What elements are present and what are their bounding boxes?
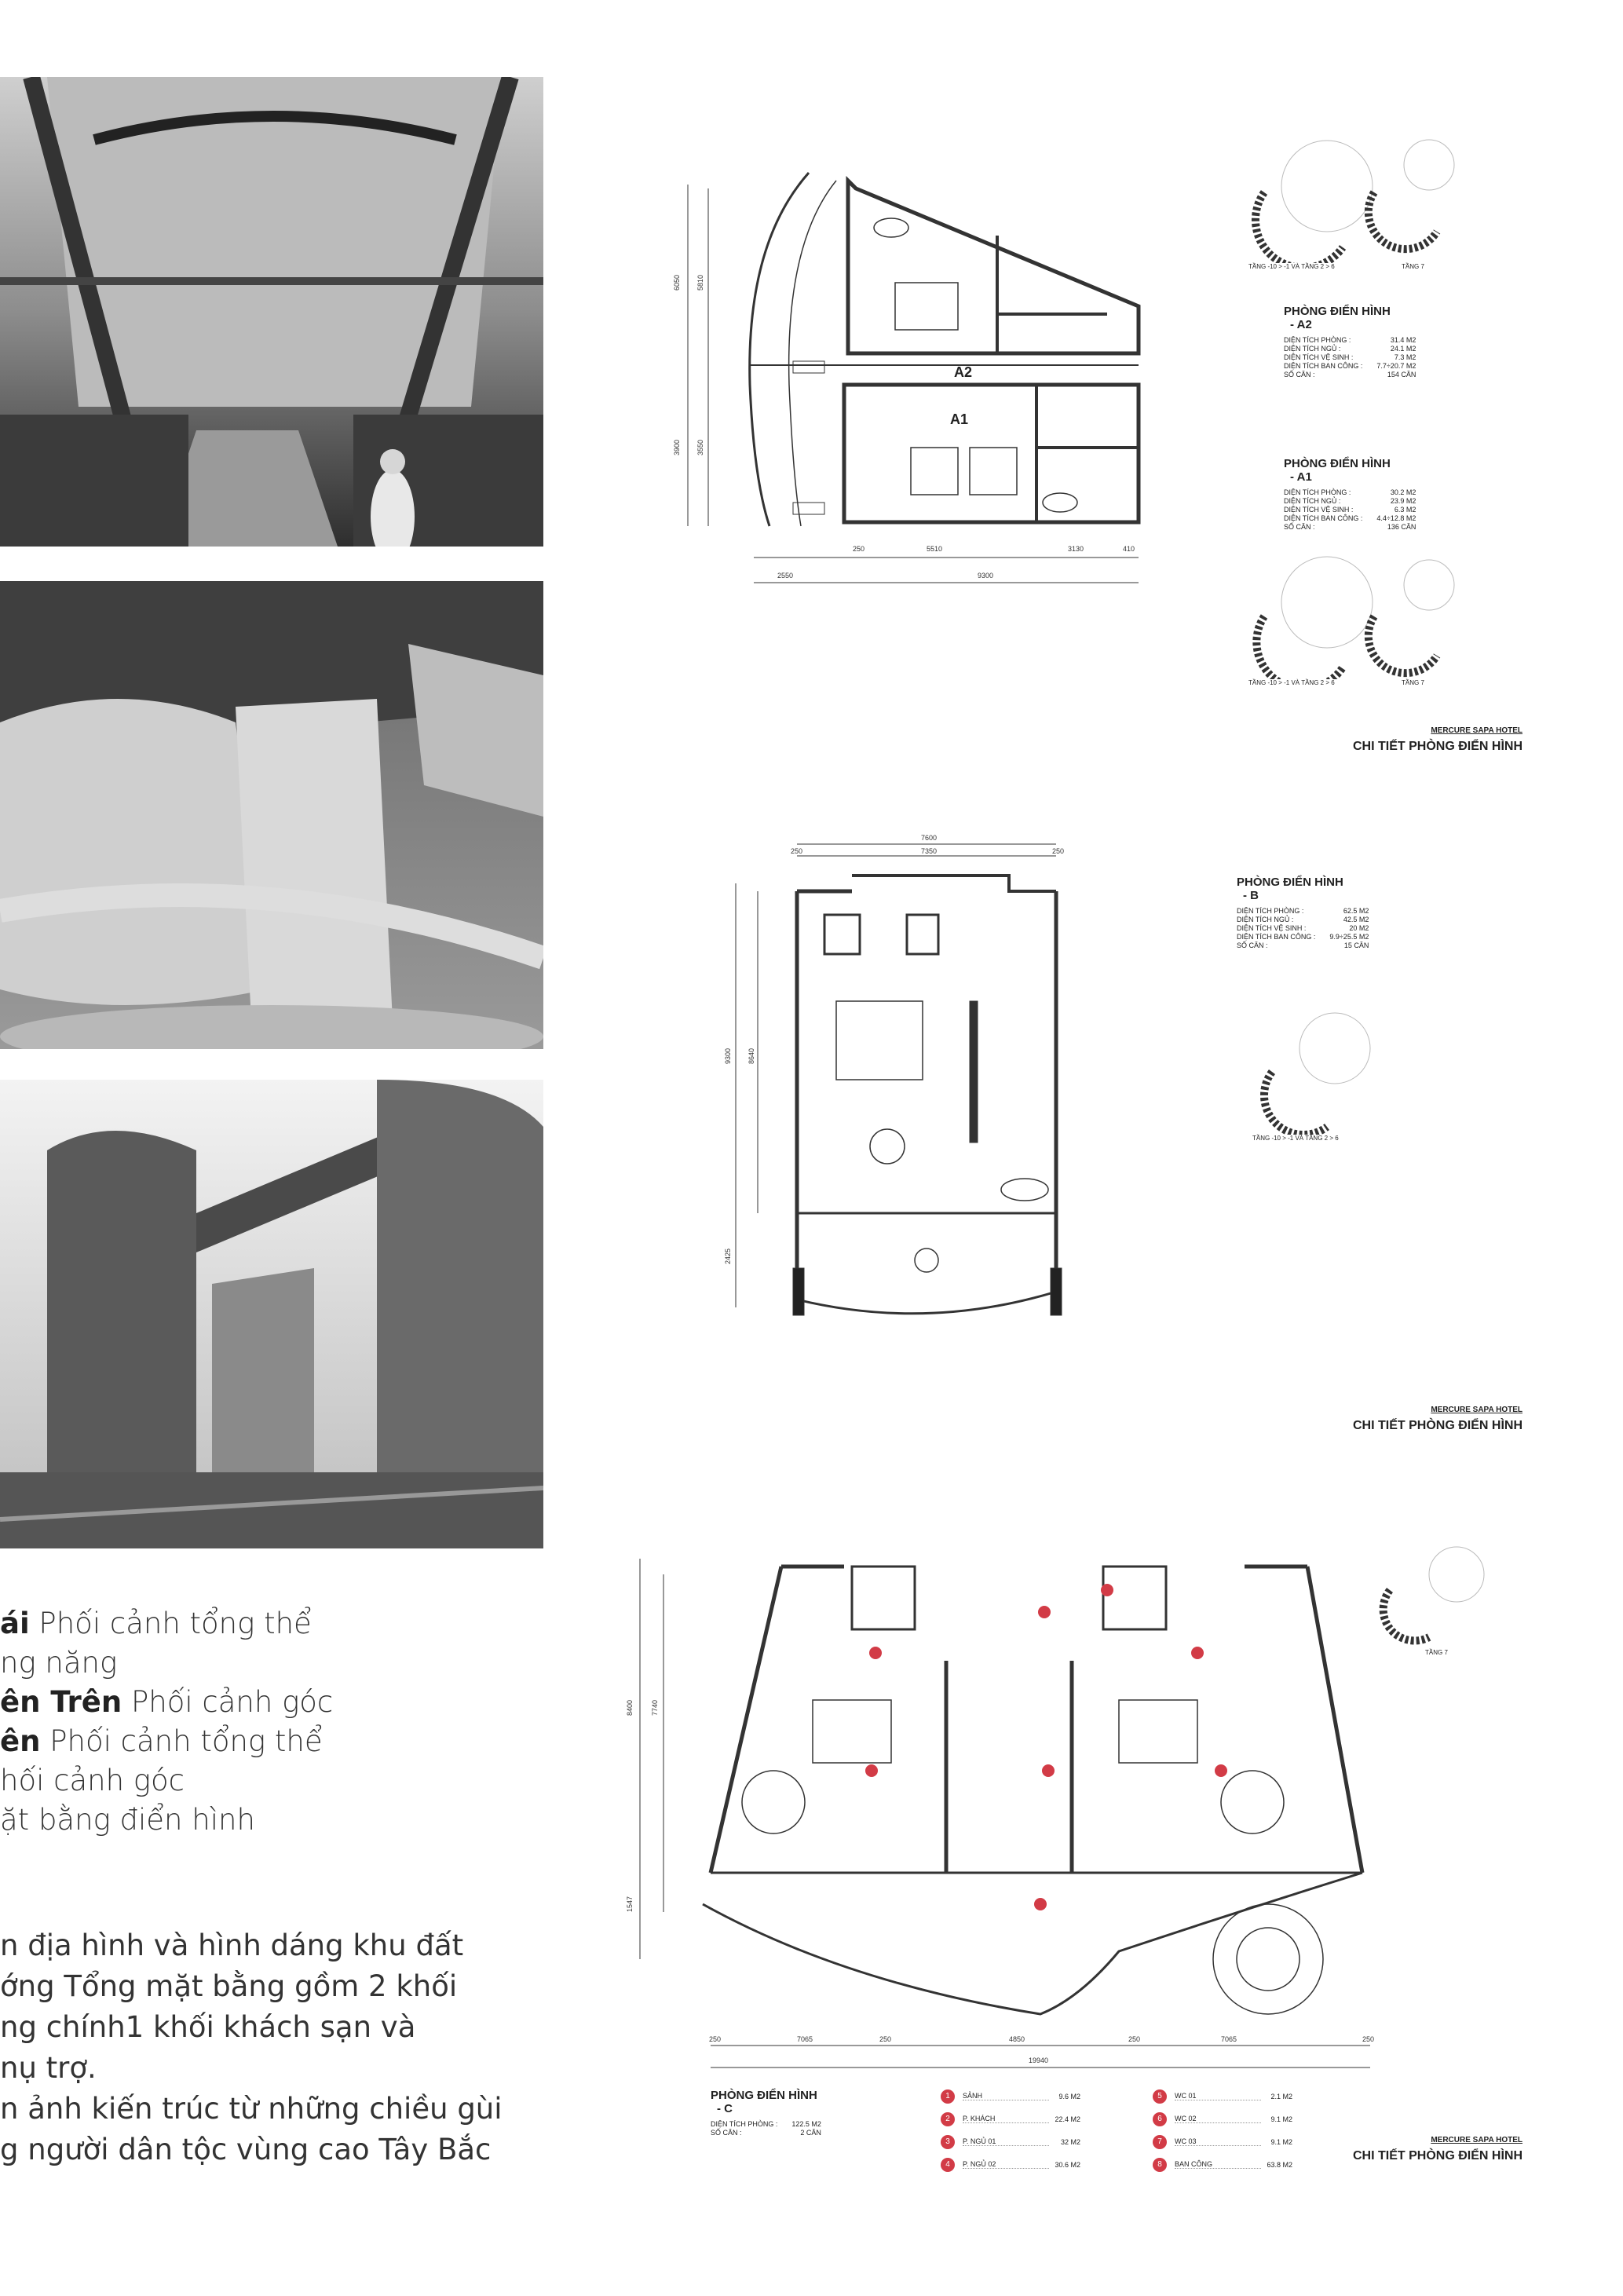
dim-label: 7350: [921, 847, 938, 855]
room-legend-right: 5 WC 01 2.1 M2 6 WC 02 9.1 M2 7 WC 03 9.1 M2 8 BAN CÔNG 63.8 M2: [1153, 2085, 1292, 2176]
render-skybridge-image: [0, 77, 543, 547]
caption-line: ên Phối cảnh tổng thể: [0, 1724, 323, 1758]
sheet-label-1: MERCURE SAPA HOTEL CHI TIẾT PHÒNG ĐIỂN HÌNH: [1352, 726, 1522, 753]
sheet-label-2: MERCURE SAPA HOTEL CHI TIẾT PHÒNG ĐIỂN HÌNH: [1352, 1406, 1522, 1432]
dim-label: 2425: [724, 1248, 732, 1264]
room-info-a1: PHÒNG ĐIỂN HÌNH - A1 DIỆN TÍCH PHÒNG : 30.2 M2 DIỆN TÍCH NGỦ : 23.9 M2 DIỆN TÍCH VỆ SINH : 6.3 M2 DIỆN TÍCH BAN CÔNG : 4.4÷12.8 M2 SỐ CĂN : 136 CĂN: [1284, 457, 1416, 531]
dim-label: 19940: [1029, 2057, 1049, 2064]
room-marker: [869, 1647, 882, 1659]
room-marker: [1215, 1764, 1227, 1777]
room-marker: [1038, 1606, 1051, 1618]
render-street-view-image: [0, 1080, 543, 1548]
keyplan-caption: TẦNG -10 > -1 VÀ TẦNG 2 > 6: [1248, 263, 1335, 270]
keyplan-a1: [1241, 554, 1476, 695]
dim-label: 1547: [626, 1896, 634, 1912]
room-info-c: PHÒNG ĐIỂN HÌNH - C DIỆN TÍCH PHÒNG : 122.5 M2 SỐ CĂN : 2 CĂN: [711, 2089, 821, 2137]
description-line: ớng Tổng mặt bằng gồm 2 khối: [0, 1969, 458, 2003]
keyplan-b: [1241, 1009, 1398, 1150]
dim-label: 4850: [1009, 2035, 1025, 2043]
sheet-label-3: MERCURE SAPA HOTEL CHI TIẾT PHÒNG ĐIỂN HÌNH: [1352, 2136, 1522, 2163]
room-legend-left: 1 SẢNH 9.6 M2 2 P. KHÁCH 22.4 M2 3 P. NGỦ 01 32 M2 4 P. NGỦ 02 30.6 M2: [941, 2085, 1080, 2176]
description-line: n địa hình và hình dáng khu đất: [0, 1929, 464, 1962]
design-description: [0, 1925, 550, 2170]
dim-label: 3550: [696, 439, 704, 455]
keyplan-caption: TẦNG -10 > -1 VÀ TẦNG 2 > 6: [1248, 679, 1335, 686]
dim-label: 250: [853, 545, 865, 553]
caption-line: ng năng: [0, 1646, 118, 1680]
keyplan-a2: [1241, 137, 1476, 275]
description-line: ng chính1 khối khách sạn và: [0, 2010, 416, 2044]
dim-label: 410: [1123, 545, 1135, 553]
keyplan-caption: TẦNG 7: [1402, 679, 1424, 686]
caption-line: ặt bằng điển hình: [0, 1803, 255, 1837]
keyplan-caption: TẦNG -10 > -1 VÀ TẦNG 2 > 6: [1252, 1135, 1339, 1142]
description-line: g người dân tộc vùng cao Tây Bắc: [0, 2133, 492, 2166]
room-info-b: PHÒNG ĐIỂN HÌNH - B DIỆN TÍCH PHÒNG : 62.5 M2 DIỆN TÍCH NGỦ : 42.5 M2 DIỆN TÍCH VỆ SINH : 20 M2 DIỆN TÍCH BAN CÔNG : 9.9÷25.5 M2 SỐ CĂN : 15 CĂN: [1237, 876, 1369, 949]
keyplan-c: [1366, 1543, 1492, 1669]
dim-label: 250: [1052, 847, 1065, 855]
dim-label: 8640: [748, 1047, 755, 1064]
room-info-a2: PHÒNG ĐIỂN HÌNH - A2 DIỆN TÍCH PHÒNG : 31.4 M2 DIỆN TÍCH NGỦ : 24.1 M2 DIỆN TÍCH VỆ SINH : 7.3 M2 DIỆN TÍCH BAN CÔNG : 7.7÷20.7 M2 SỐ CĂN : 154 CĂN: [1284, 305, 1416, 378]
dim-label: 250: [1128, 2035, 1141, 2043]
floor-plan-c: [609, 1543, 1409, 2077]
dim-label: 5510: [927, 545, 943, 553]
room-marker: [1042, 1764, 1055, 1777]
floor-plan-b: [718, 821, 1080, 1323]
dim-label: 250: [879, 2035, 892, 2043]
dim-label: 3130: [1068, 545, 1084, 553]
caption-line: hối cảnh góc: [0, 1764, 185, 1797]
caption-line: ái Phối cảnh tổng thể: [0, 1607, 312, 1640]
dim-label: 250: [709, 2035, 722, 2043]
dim-label: 250: [1362, 2035, 1375, 2043]
dim-label: 250: [791, 847, 803, 855]
dim-label: 7740: [651, 1699, 659, 1716]
room-label-a2: A2: [954, 364, 973, 380]
floor-plan-a1-a2: [667, 149, 1186, 605]
dim-label: 5810: [696, 274, 704, 291]
room-marker: [865, 1764, 878, 1777]
keyplan-caption: TẦNG 7: [1425, 1649, 1448, 1656]
keyplan-caption: TẦNG 7: [1402, 263, 1424, 270]
dim-label: 6050: [673, 274, 681, 291]
dim-label: 9300: [978, 572, 994, 579]
room-label-a1: A1: [950, 411, 969, 427]
dim-label: 7065: [797, 2035, 813, 2043]
room-marker: [1034, 1898, 1047, 1910]
dim-label: 8400: [626, 1699, 634, 1716]
room-marker: [1191, 1647, 1204, 1659]
dim-label: 7600: [921, 834, 938, 842]
dim-label: 9300: [724, 1047, 732, 1064]
room-marker: [1101, 1584, 1113, 1596]
dim-label: 3900: [673, 439, 681, 455]
description-line: n ảnh kiến trúc từ những chiều gùi: [0, 2092, 503, 2126]
description-line: nụ trợ.: [0, 2051, 97, 2085]
dim-label: 2550: [777, 572, 794, 579]
caption-line: ên Trên Phối cảnh góc: [0, 1685, 334, 1719]
render-captions: [0, 1604, 550, 1840]
dim-label: 7065: [1221, 2035, 1237, 2043]
render-aerial-image: [0, 581, 543, 1049]
